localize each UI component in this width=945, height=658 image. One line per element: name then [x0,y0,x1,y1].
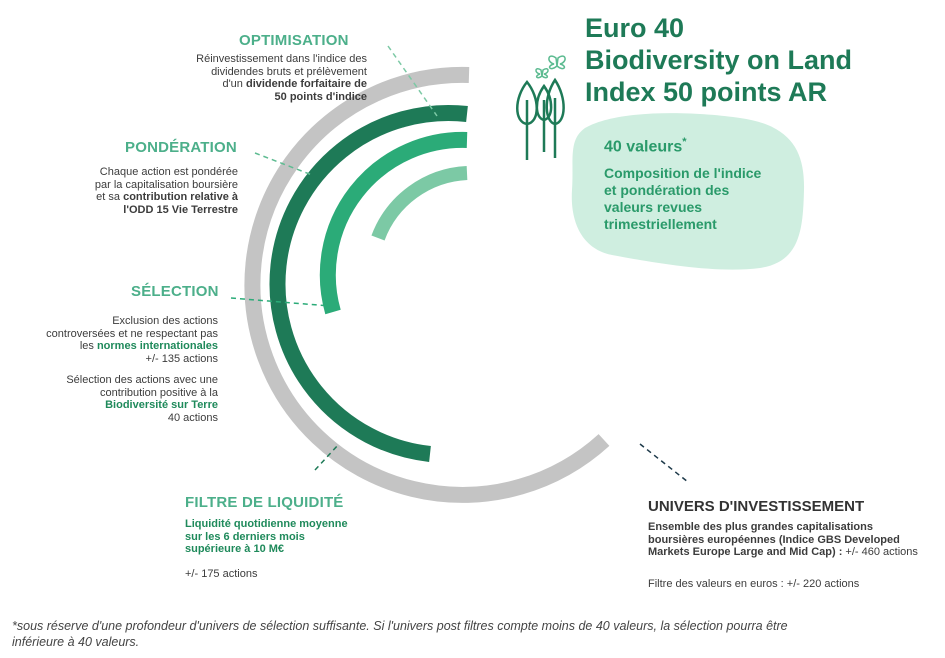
liquidite-line-1: Liquidité quotidienne moyenne [185,518,348,530]
ponderation-line-1: Chaque action est pondérée [99,166,238,178]
valeurs-text-1: Composition de l'indice [604,165,762,182]
univers-line-3b: +/- 460 actions [845,546,918,558]
selection-a-line-3b: normes internationales [96,340,218,352]
ponderation-line-2: par la capitalisation boursière [94,178,238,191]
optimisation-line-3a: d'un [222,78,246,90]
valeurs-text-4: trimestriellement [604,216,717,233]
liquidite-line-2: sur les 6 derniers mois [185,530,305,543]
title-line-1: Euro 40 [585,13,685,43]
connector-univers [640,444,688,482]
footnote-line-2: inférieure à 40 valeurs. [12,635,140,649]
optimisation-heading: OPTIMISATION [239,32,349,49]
footnote [12,618,937,650]
butterfly-icon [536,56,565,78]
liquidite-text [185,518,385,580]
univers-text [648,521,943,590]
ponderation-line-3b: contribution relative à [123,191,238,203]
selection-b-count: 40 actions [167,411,218,424]
liquidite-line-3: supérieure à 10 M€ [185,543,285,555]
footnote-line-1: *sous réserve d'une profondeur d'univers de sélection suffisante. Si l'univers post filtres compte moins de 40 valeurs, la sélection pourra être [12,619,788,633]
title-line-2: Biodiversity on Land [585,45,853,75]
univers-line-1: Ensemble des plus grandes capitalisations [648,521,873,533]
selection-a-line-3a: les [79,340,97,352]
valeurs-text-2: et pondération des [604,182,730,199]
main-title [585,12,852,108]
valeurs-block [604,136,794,233]
selection-a-line-1: Exclusion des actions [112,315,218,327]
univers-line-3a: Markets Europe Large and Mid Cap) : [648,546,846,558]
selection-b-line-2: contribution positive à la [99,386,218,399]
selection-a-count: +/- 135 actions [145,352,218,365]
ponderation-line-4: l'ODD 15 Vie Terrestre [123,203,238,216]
arc-selection [328,140,467,312]
arc-liquidity [277,113,467,454]
univers-heading: UNIVERS D'INVESTISSEMENT [648,498,865,515]
optimisation-text [127,53,367,103]
optimisation-line-4: 50 points d'indice [274,90,367,103]
valeurs-count: 40 valeurs [604,138,683,156]
selection-a-line-2: controversées et ne respectant pas [46,327,218,340]
selection-b-line-3: Biodiversité sur Terre [105,399,218,411]
trees-icon [517,80,563,160]
ponderation-heading: PONDÉRATION [125,139,237,156]
ponderation-line-3a: et sa [96,191,124,203]
selection-text-b [18,374,218,424]
arc-ponderation [378,173,467,238]
optimisation-line-2: dividendes bruts et prélèvement [211,65,367,78]
selection-text-a [18,315,218,365]
optimisation-line-1: Réinvestissement dans l'indice des [196,53,367,65]
selection-b-line-1: Sélection des actions avec une [66,374,218,386]
valeurs-text-3: valeurs revues [604,199,703,216]
selection-heading: SÉLECTION [131,283,219,300]
liquidite-count: +/- 175 actions [185,567,258,580]
ponderation-text [38,166,238,216]
liquidite-heading: FILTRE DE LIQUIDITÉ [185,494,344,511]
valeurs-asterisk: * [682,136,687,148]
title-line-3: Index 50 points AR [585,77,828,107]
univers-line-4: Filtre des valeurs en euros : +/- 220 actions [648,577,860,590]
univers-line-2: boursières européennes (Indice GBS Developed [648,533,900,546]
optimisation-line-3b: dividende forfaitaire de [245,78,367,90]
